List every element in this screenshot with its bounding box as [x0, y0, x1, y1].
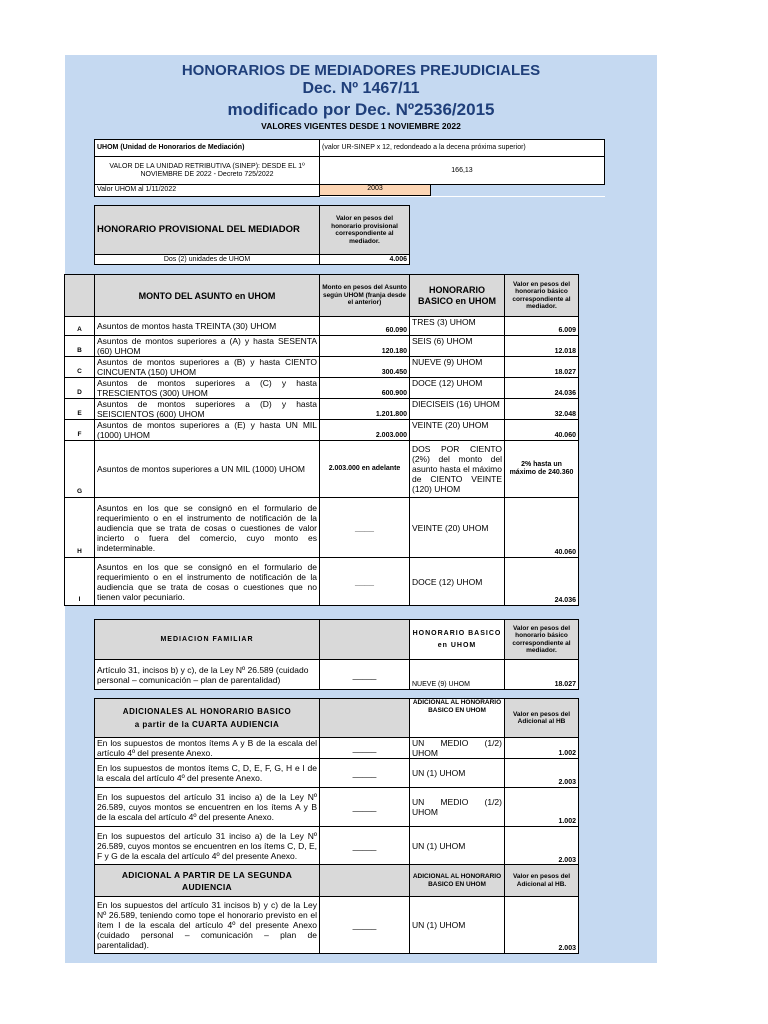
uhom-value-label: Valor UHOM al 1/11/2022 [95, 185, 320, 197]
col-header-monto-pesos: Monto en pesos del Asunto según UHOM (franja desde el anterior) [320, 275, 410, 317]
familiar-label: MEDIACION FAMILIAR [95, 620, 320, 660]
document-title: HONORARIOS DE MEDIADORES PREJUDICIALES [181, 62, 541, 79]
familiar-hon-header: HONORARIO BASICO en UHOM [410, 620, 505, 660]
uhom-value: 2003 [320, 185, 431, 196]
segunda-label: ADICIONAL A PARTIR DE LA SEGUNDA AUDIENCIA [95, 865, 320, 897]
table-row: En los supuestos del artículo 31 inciso a) de la Ley Nº 26.589, cuyos montos se encuentren en los ítems C, D, E, F y G de la escala del artículo 4º del presente Anexo. _____ UN (1) UHOM 2.003 [95, 827, 579, 866]
familiar-table [94, 619, 579, 690]
uhom-table [94, 139, 605, 197]
uhom-label: UHOM (Unidad de Honorarios de Mediación) [95, 140, 320, 157]
provisional-header: Valor en pesos del honorario provisional correspondiente al mediador. [320, 206, 410, 255]
table-row: B Asuntos de montos superiores a (A) y hasta SESENTA (60) UHOM 120.180 SEIS (6) UHOM 12.018 [65, 336, 579, 357]
table-row: E Asuntos de montos superiores a (D) y hasta SEISCIENTOS (600) UHOM 1.201.800 DIECISEIS (16) UHOM 32.048 [65, 399, 579, 420]
table-row: H Asuntos en los que se consignó en el formulario de requerimiento o en el instrumento de notificación de la audiencia que se trata de cosas o cuestiones de valor incierto o fuera del comercio, cuyo monto es indeterminable. ____ VEINTE (20) UHOM 40.060 [65, 498, 579, 558]
adicionales-valor-header: Valor en pesos del Adicional al HB [505, 699, 579, 738]
provisional-table [94, 205, 410, 265]
table-row: Artículo 31, incisos b) y c), de la Ley Nº 26.589 (cuidado personal – comunicación – plan de parentalidad) _____ NUEVE (9) UHOM 18.027 [95, 660, 579, 690]
decree-number: Dec. Nº 1467/11 [302, 80, 420, 97]
table-row: D Asuntos de montos superiores a (C) y hasta TRESCIENTOS (300) UHOM 600.900 DOCE (12) UHOM 24.036 [65, 378, 579, 399]
col-header-honorario: HONORARIO BASICO en UHOM [410, 275, 505, 317]
table-row: C Asuntos de montos superiores a (B) y hasta CIENTO CINCUENTA (150) UHOM 300.450 NUEVE (9) UHOM 18.027 [65, 357, 579, 378]
adicionales-hon-header: ADICIONAL AL HONORARIO BASICO EN UHOM [410, 699, 505, 738]
segunda-hon-header: ADICIONAL AL HONORARIO BASICO EN UHOM [410, 865, 505, 897]
adicionales-label: ADICIONALES AL HONORARIO BASICO a partir de la CUARTA AUDIENCIA [95, 699, 320, 738]
table-row: En los supuestos del artículo 31 inciso a) de la Ley Nº 26.589, cuyos montos se encuentren en los ítems A y B de la escala del artículo 4º del presente Anexo. _____ UN MEDIO (1/2) UHOM 1.002 [95, 788, 579, 827]
familiar-valor-header: Valor en pesos del honorario básico correspondiente al mediador. [505, 620, 579, 660]
table-row: F Asuntos de montos superiores a (E) y hasta UN MIL (1000) UHOM 2.003.000 VEINTE (20) UHOM 40.060 [65, 420, 579, 441]
table-row: En los supuestos de montos ítems A y B de la escala del artículo 4º del presente Anexo. _____ UN MEDIO (1/2) UHOM 1.002 [95, 738, 579, 759]
sinep-label: VALOR DE LA UNIDAD RETRIBUTIVA (SINEP): DESDE EL 1º NOVIEMBRE DE 2022 - Decreto 725/2022 [95, 157, 320, 185]
table-row: En los supuestos de montos ítems C, D, E, F, G, H e I de la escala del artículo 4º del presente Anexo. _____ UN (1) UHOM 2.003 [95, 759, 579, 788]
sinep-value: 166,13 [320, 157, 605, 185]
col-header-monto: MONTO DEL ASUNTO en UHOM [95, 275, 320, 317]
table-row: En los supuestos del artículo 31 incisos b) y c) de la Ley Nº 26.589, teniendo como tope el honorario previsto en el ítem I de la escala del artículo 4º del presente Anexo (cuidado personal – comunicación – plan de parentalidad). _____ UN (1) UHOM 2.003 [95, 897, 579, 954]
uhom-formula: (valor UR-SINEP x 12, redondeado a la decena próxima superior) [320, 140, 605, 157]
provisional-label: HONORARIO PROVISIONAL DEL MEDIADOR [95, 206, 320, 255]
table-row: A Asuntos de montos hasta TREINTA (30) UHOM 60.090 TRES (3) UHOM 6.009 [65, 317, 579, 336]
provisional-row-value: 4.006 [320, 255, 410, 265]
adicionales-table [94, 698, 579, 866]
table-row: I Asuntos en los que se consignó en el formulario de requerimiento o en el instrumento de notificación de la audiencia que se trata de cosas o cuestiones que no tienen valor pecuniario. ____ DOCE (12) UHOM 24.036 [65, 558, 579, 606]
segunda-table [94, 864, 579, 954]
col-header-valor: Valor en pesos del honorario básico correspondiente al mediador. [505, 275, 579, 317]
provisional-row-label: Dos (2) unidades de UHOM [95, 255, 320, 265]
fees-table [64, 274, 579, 606]
validity-subtitle: VALORES VIGENTES DESDE 1 NOVIEMBRE 2022 [261, 121, 461, 131]
segunda-valor-header: Valor en pesos del Adicional al HB. [505, 865, 579, 897]
table-row: G Asuntos de montos superiores a UN MIL (1000) UHOM 2.003.000 en adelante DOS POR CIENTO (2%) del monto del asunto hasta el máximo de CIENTO VEINTE (120) UHOM 2% hasta un máximo de 240.360 [65, 441, 579, 498]
decree-modification: modificado por Dec. Nº2536/2015 [227, 100, 495, 119]
